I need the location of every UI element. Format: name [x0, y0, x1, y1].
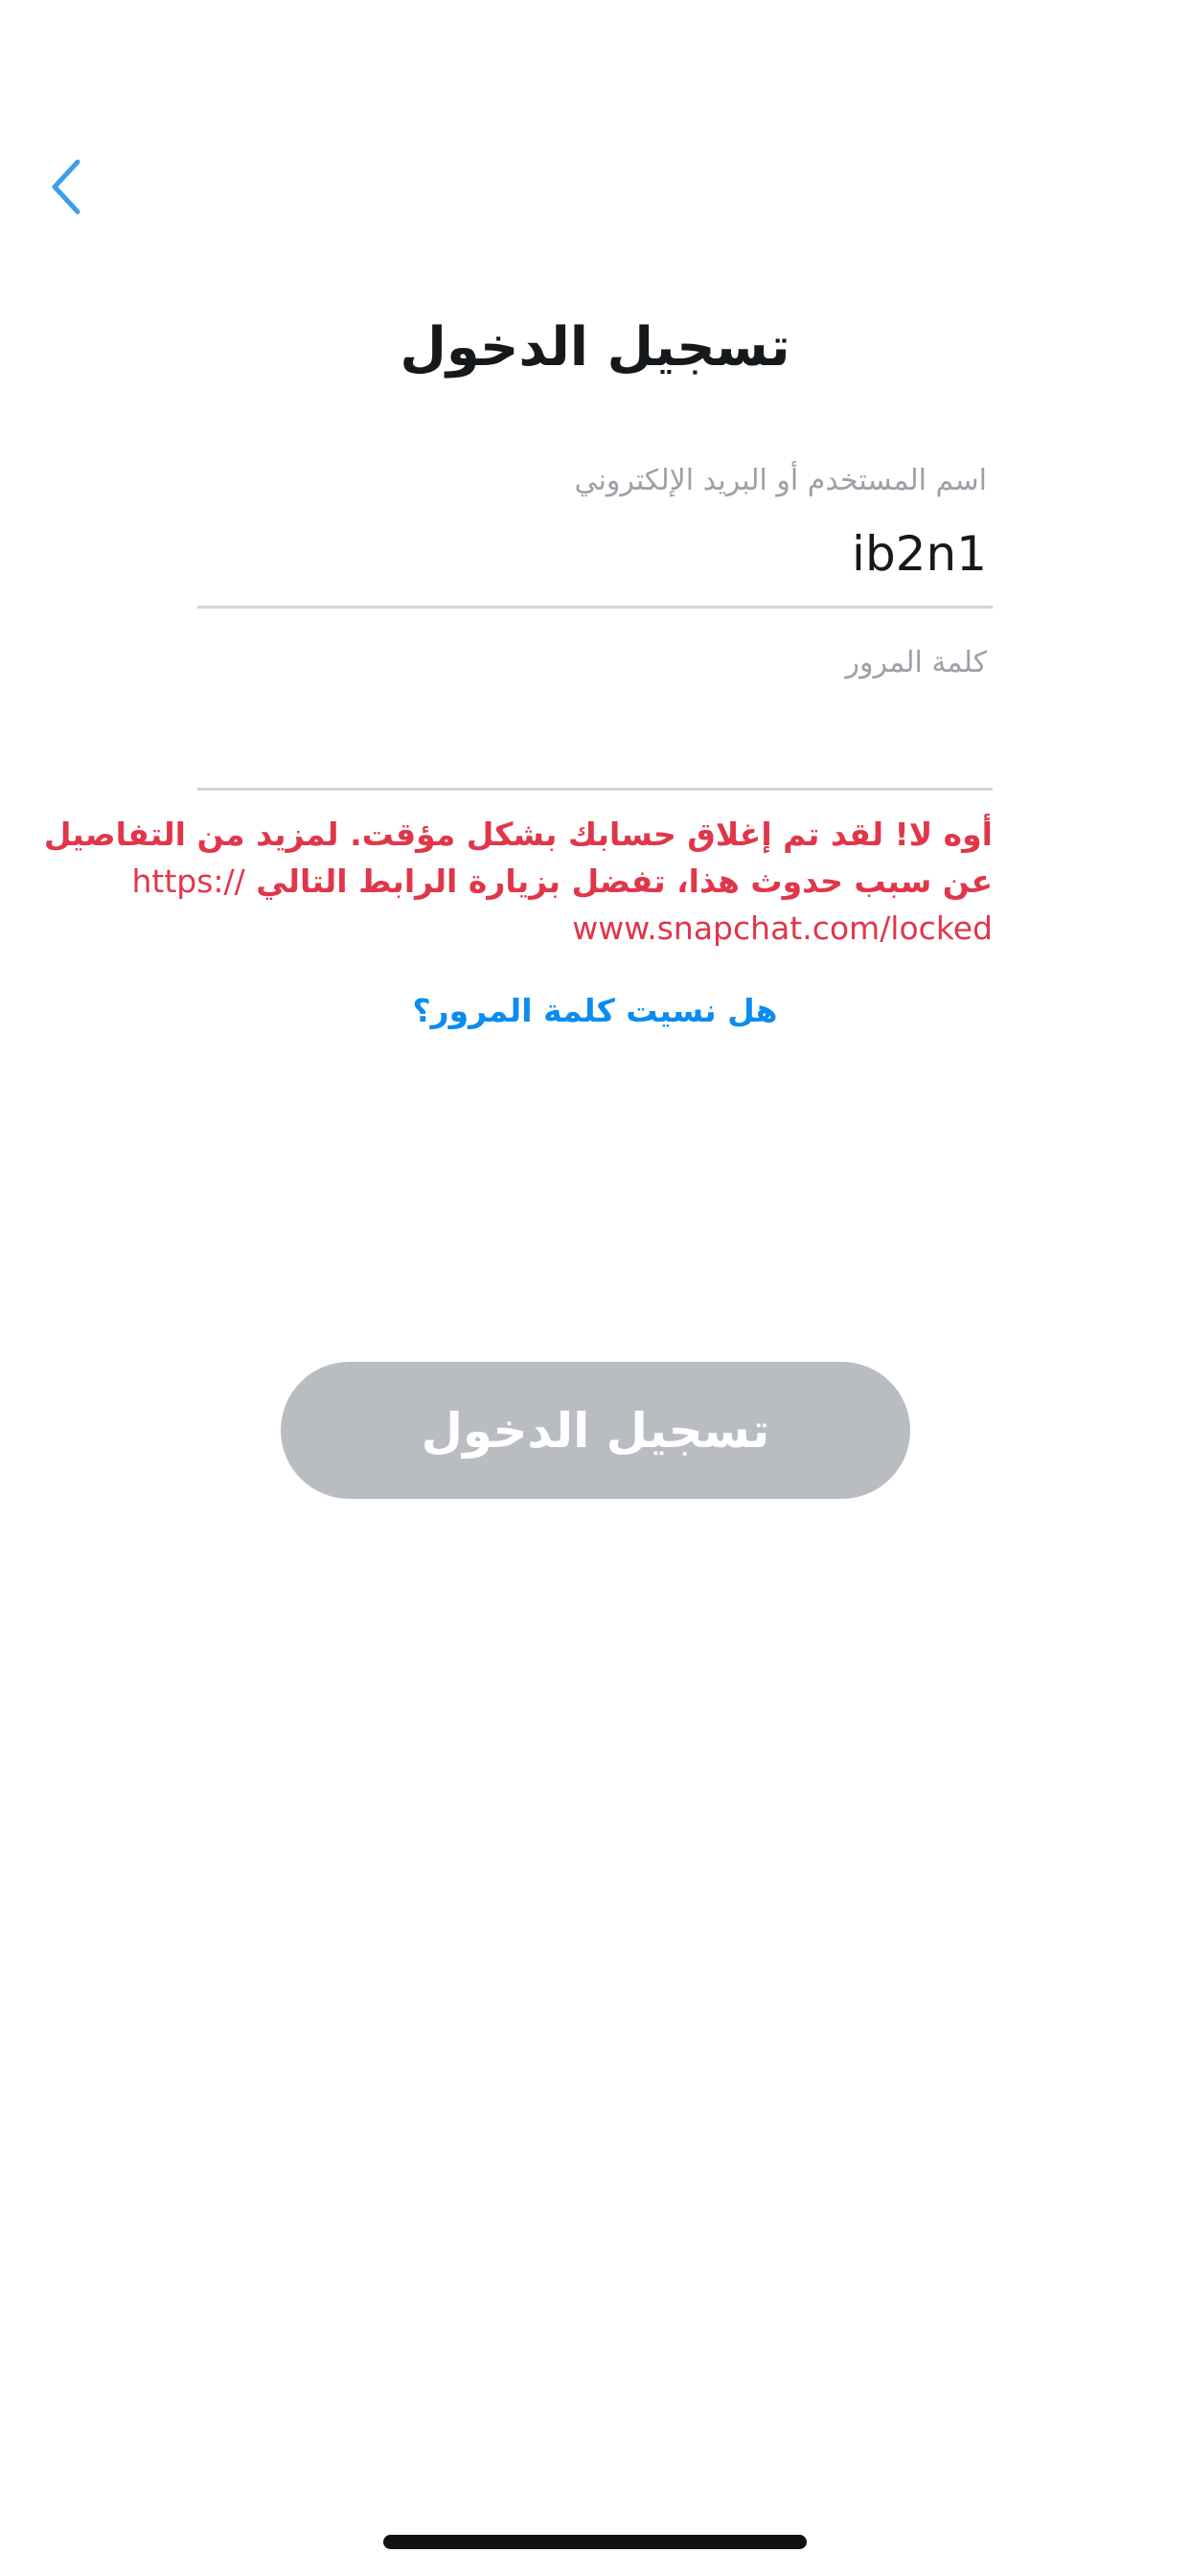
login-button[interactable]: تسجيل الدخول [281, 1362, 910, 1499]
error-message [43, 811, 993, 952]
back-button[interactable] [42, 153, 90, 220]
page-title: تسجيل الدخول [400, 316, 790, 379]
error-line-2 [131, 858, 993, 905]
password-field[interactable] [197, 640, 993, 791]
username-label: اسم المستخدم أو البريد الإلكتروني [574, 464, 987, 497]
username-input[interactable] [197, 518, 987, 590]
username-field[interactable] [197, 458, 993, 609]
error-line-2-text: عن سبب حدوث هذا، تفضل بزيارة الرابط التالي [256, 862, 993, 900]
password-label: كلمة المرور [845, 646, 987, 679]
error-line-2-url: https:// [131, 862, 245, 900]
error-url: www.snapchat.com/locked [572, 909, 993, 947]
chevron-left-icon [49, 158, 83, 216]
password-input[interactable] [197, 700, 987, 772]
forgot-password-link[interactable]: هل نسيت كلمة المرور؟ [412, 992, 778, 1029]
error-line-1: أوه لا! لقد تم إغلاق حسابك بشكل مؤقت. لمزيد من التفاصيل [43, 816, 993, 853]
home-indicator [383, 2535, 807, 2549]
